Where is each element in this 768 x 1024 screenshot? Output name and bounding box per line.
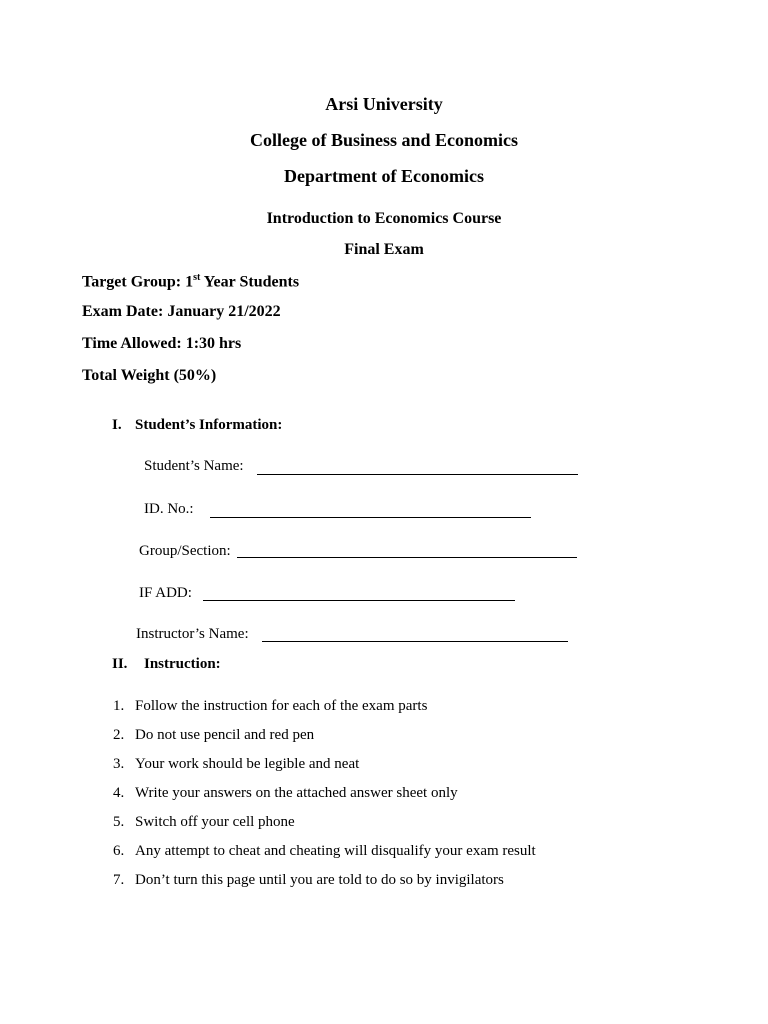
- if-add-line[interactable]: [203, 600, 515, 601]
- exam-type: Final Exam: [344, 241, 424, 258]
- student-info-number: I.: [112, 417, 122, 433]
- list-item: Your work should be legible and neat: [135, 756, 360, 772]
- department-name: Department of Economics: [284, 166, 484, 186]
- time-allowed: Time Allowed: 1:30 hrs: [82, 335, 242, 352]
- target-group-prefix: Target Group: 1: [82, 273, 194, 291]
- if-add-label: IF ADD:: [139, 585, 192, 601]
- course-title: Introduction to Economics Course: [266, 210, 502, 227]
- list-item-number: 4.: [113, 785, 125, 801]
- student-name-label: Student’s Name:: [144, 458, 244, 474]
- instructor-name-label: Instructor’s Name:: [136, 626, 249, 642]
- instructor-name-line[interactable]: [262, 641, 568, 642]
- list-item-number: 3.: [113, 756, 125, 772]
- group-section-line[interactable]: [237, 557, 577, 558]
- list-item: Do not use pencil and red pen: [135, 727, 315, 743]
- list-item-number: 1.: [113, 698, 125, 714]
- target-group: [82, 272, 299, 291]
- list-item: Write your answers on the attached answer sheet only: [135, 785, 458, 801]
- target-group-ordinal: st: [193, 272, 201, 283]
- list-item: Switch off your cell phone: [135, 814, 295, 830]
- university-name: Arsi University: [325, 94, 443, 114]
- instruction-heading: Instruction:: [144, 656, 221, 672]
- list-item-number: 2.: [113, 727, 125, 743]
- target-group-suffix: Year Students: [200, 273, 300, 291]
- id-number-label: ID. No.:: [144, 501, 194, 517]
- list-item-number: 6.: [113, 843, 125, 859]
- instruction-number: II.: [112, 656, 128, 672]
- total-weight: Total Weight (50%): [82, 367, 217, 384]
- college-name: College of Business and Economics: [249, 130, 519, 150]
- id-number-line[interactable]: [210, 517, 531, 518]
- group-section-label: Group/Section:: [139, 543, 231, 559]
- exam-date: Exam Date: January 21/2022: [82, 303, 281, 320]
- list-item-number: 5.: [113, 814, 125, 830]
- student-name-line[interactable]: [257, 474, 578, 475]
- list-item: Follow the instruction for each of the exam parts: [135, 698, 428, 714]
- list-item: Any attempt to cheat and cheating will disqualify your exam result: [135, 843, 536, 859]
- list-item-number: 7.: [113, 872, 125, 888]
- student-info-heading: Student’s Information:: [135, 417, 283, 433]
- list-item: Don’t turn this page until you are told to do so by invigilators: [135, 872, 504, 888]
